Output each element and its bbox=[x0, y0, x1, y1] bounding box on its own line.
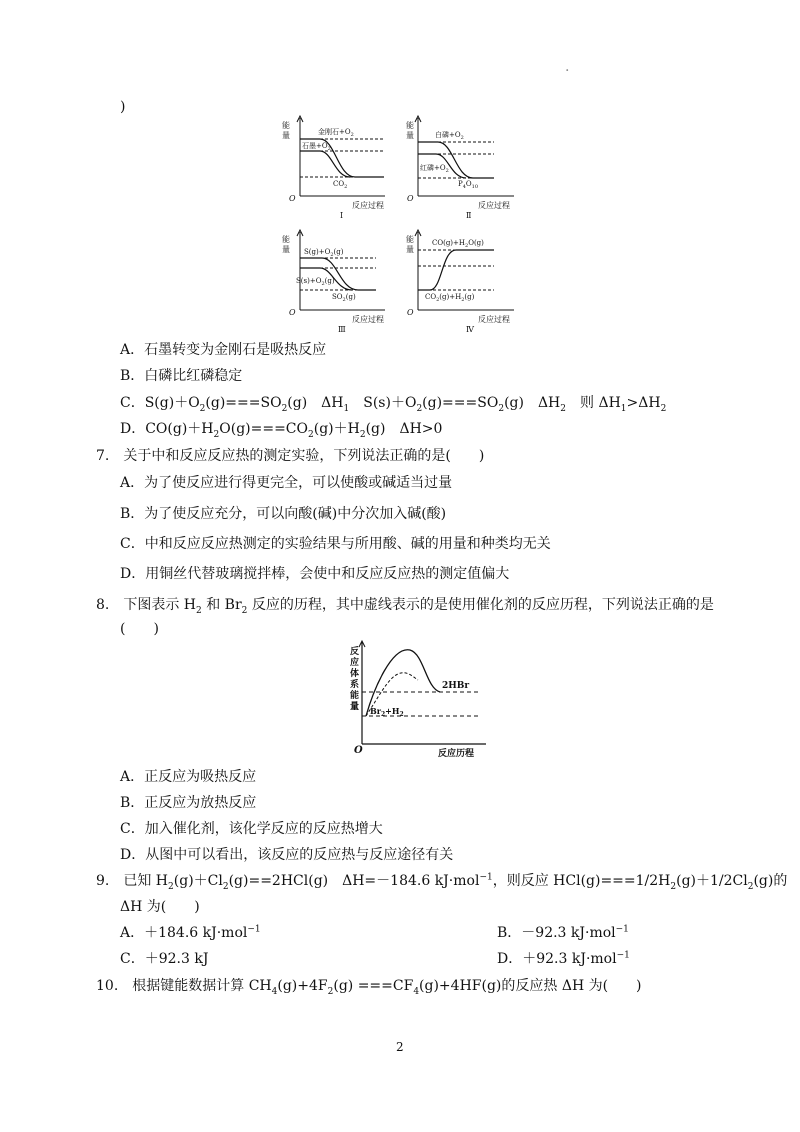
svg-text:白磷+O2: 白磷$+O_2$ bbox=[435, 131, 464, 141]
svg-text:能: 能 bbox=[282, 235, 290, 244]
svg-text:量: 量 bbox=[406, 245, 414, 254]
q6-option-a: A．石墨转变为金刚石是吸热反应 bbox=[120, 342, 327, 358]
q7-stem: 7. 关于中和反应反应热的测定实验，下列说法正确的是( ) bbox=[96, 448, 485, 464]
energy-diagram-3 bbox=[280, 226, 390, 334]
svg-text:CO(g)+H2O(g): $CO(g)+H_2O(g)$ bbox=[432, 239, 484, 249]
q10-stem: 10. 根据键能数据计算 $CH_4(g)+4F_2(g) ===CF_4(g)+4HF(g)$的反应热 ΔH 为( ) bbox=[96, 978, 642, 997]
svg-text:2HBr: 2HBr bbox=[442, 681, 470, 691]
svg-text:反应历程: 反应历程 bbox=[438, 749, 475, 759]
svg-text:CO2: $CO_2$ bbox=[333, 180, 348, 190]
energy-diagram-4 bbox=[398, 226, 520, 334]
q8-paren: ( ) bbox=[120, 621, 159, 637]
svg-text:P4O10: $P_4O_{10}$ bbox=[458, 180, 479, 190]
svg-text:O: O bbox=[289, 308, 296, 317]
svg-text:石墨+O2: 石墨$+O_2$ bbox=[302, 142, 331, 152]
svg-text:反应过程: 反应过程 bbox=[478, 201, 510, 210]
svg-text:SO2(g): $SO_2(g)$ bbox=[332, 293, 356, 303]
q6-option-c: C．$S(g)+O_2(g)===SO_2(g)$ $\Delta H_1$ $S(s)+O_2(g)===SO_2(g)$ $\Delta H_2$ 则 $\Delta H_1>\Delta H_2$ bbox=[120, 395, 667, 414]
q9-stem-line2: ΔH 为( ) bbox=[120, 899, 200, 915]
q8-stem: 8. 下图表示 $H_2$ 和 $Br_2$ 反应的历程，其中虚线表示的是使用催化剂的反应历程，下列说法正确的是 bbox=[96, 597, 714, 616]
svg-text:Br2+H2: $Br_2+H_2$ bbox=[370, 706, 404, 718]
svg-text:能: 能 bbox=[406, 121, 414, 130]
svg-text:反应过程: 反应过程 bbox=[352, 201, 384, 210]
q9-stem: 9. 已知 $H_2(g)+Cl_2(g)==2HCl(g)$ ΔH=－184.6 kJ·mol$^{-1}$，则反应 $HCl(g)===1/2H_2(g)+1/2Cl_2(g)$的 bbox=[96, 872, 788, 892]
page-number: 2 bbox=[396, 1040, 404, 1054]
q8-reaction-diagram bbox=[340, 638, 490, 760]
svg-text:Ⅲ: Ⅲ bbox=[338, 325, 346, 334]
svg-text:Ⅰ: Ⅰ bbox=[340, 211, 344, 220]
svg-text:S(s)+O2(g): $S(s)+O_2(g)$ bbox=[296, 277, 335, 287]
svg-text:CO2(g)+H2(g): $CO_2(g)+H_2(g)$ bbox=[425, 293, 475, 303]
energy-diagram-2 bbox=[398, 112, 520, 220]
q9-option-c: C．＋92.3 kJ bbox=[120, 951, 209, 967]
q6-option-d: D．$CO(g)+H_2O(g)===CO_2(g)+H_2(g)$ ΔH>0 bbox=[120, 421, 443, 440]
svg-text:O: O bbox=[407, 308, 414, 317]
q8-option-d: D．从图中可以看出，该反应的反应热与反应途径有关 bbox=[120, 847, 454, 863]
q7-option-c: C．中和反应反应热测定的实验结果与所用酸、碱的用量和种类均无关 bbox=[120, 536, 551, 552]
q8-option-b: B．正反应为放热反应 bbox=[120, 795, 257, 811]
svg-text:S(g)+O2(g): $S(g)+O_2(g)$ bbox=[304, 248, 344, 258]
q9-option-b: B．－92.3 kJ·mol$^{-1}$ bbox=[497, 924, 629, 941]
svg-text:O: O bbox=[289, 194, 296, 203]
svg-text:能: 能 bbox=[406, 235, 414, 244]
svg-text:金刚石+O2: 金刚石$+O_2$ bbox=[318, 128, 354, 138]
svg-text:量: 量 bbox=[282, 245, 290, 254]
q9-option-d: D．＋92.3 kJ·mol$^{-1}$ bbox=[497, 950, 630, 967]
svg-text:O: O bbox=[407, 194, 414, 203]
continued-paren: ) bbox=[120, 99, 126, 115]
svg-text:O: O bbox=[354, 745, 363, 756]
svg-text:红磷+O2: 红磷$+O_2$ bbox=[420, 164, 449, 174]
svg-text:Ⅳ: Ⅳ bbox=[466, 325, 474, 334]
energy-diagram-1 bbox=[280, 112, 390, 220]
q9-option-a: A．＋184.6 kJ·mol$^{-1}$ bbox=[120, 924, 261, 941]
svg-text:量: 量 bbox=[282, 131, 290, 140]
q7-option-a: A．为了使反应进行得更完全，可以使酸或碱适当过量 bbox=[120, 475, 453, 491]
q7-option-d: D．用铜丝代替玻璃搅拌棒，会使中和反应反应热的测定值偏大 bbox=[120, 566, 510, 582]
q7-option-b: B．为了使反应充分，可以向酸(碱)中分次加入碱(酸) bbox=[120, 506, 447, 522]
svg-text:Ⅱ: Ⅱ bbox=[466, 211, 472, 220]
q6-option-b: B．白磷比红磷稳定 bbox=[120, 368, 243, 384]
stray-mark: . bbox=[565, 59, 570, 75]
q8-option-a: A．正反应为吸热反应 bbox=[120, 769, 257, 785]
q8-option-c: C．加入催化剂，该化学反应的反应热增大 bbox=[120, 821, 383, 837]
svg-text:反应过程: 反应过程 bbox=[478, 315, 510, 324]
svg-text:量: 量 bbox=[406, 131, 414, 140]
svg-text:反应过程: 反应过程 bbox=[352, 315, 384, 324]
svg-text:反 应 体 系 能: 反 应 体 系 能 量 bbox=[350, 647, 360, 712]
energy-label: 能 bbox=[282, 121, 290, 130]
